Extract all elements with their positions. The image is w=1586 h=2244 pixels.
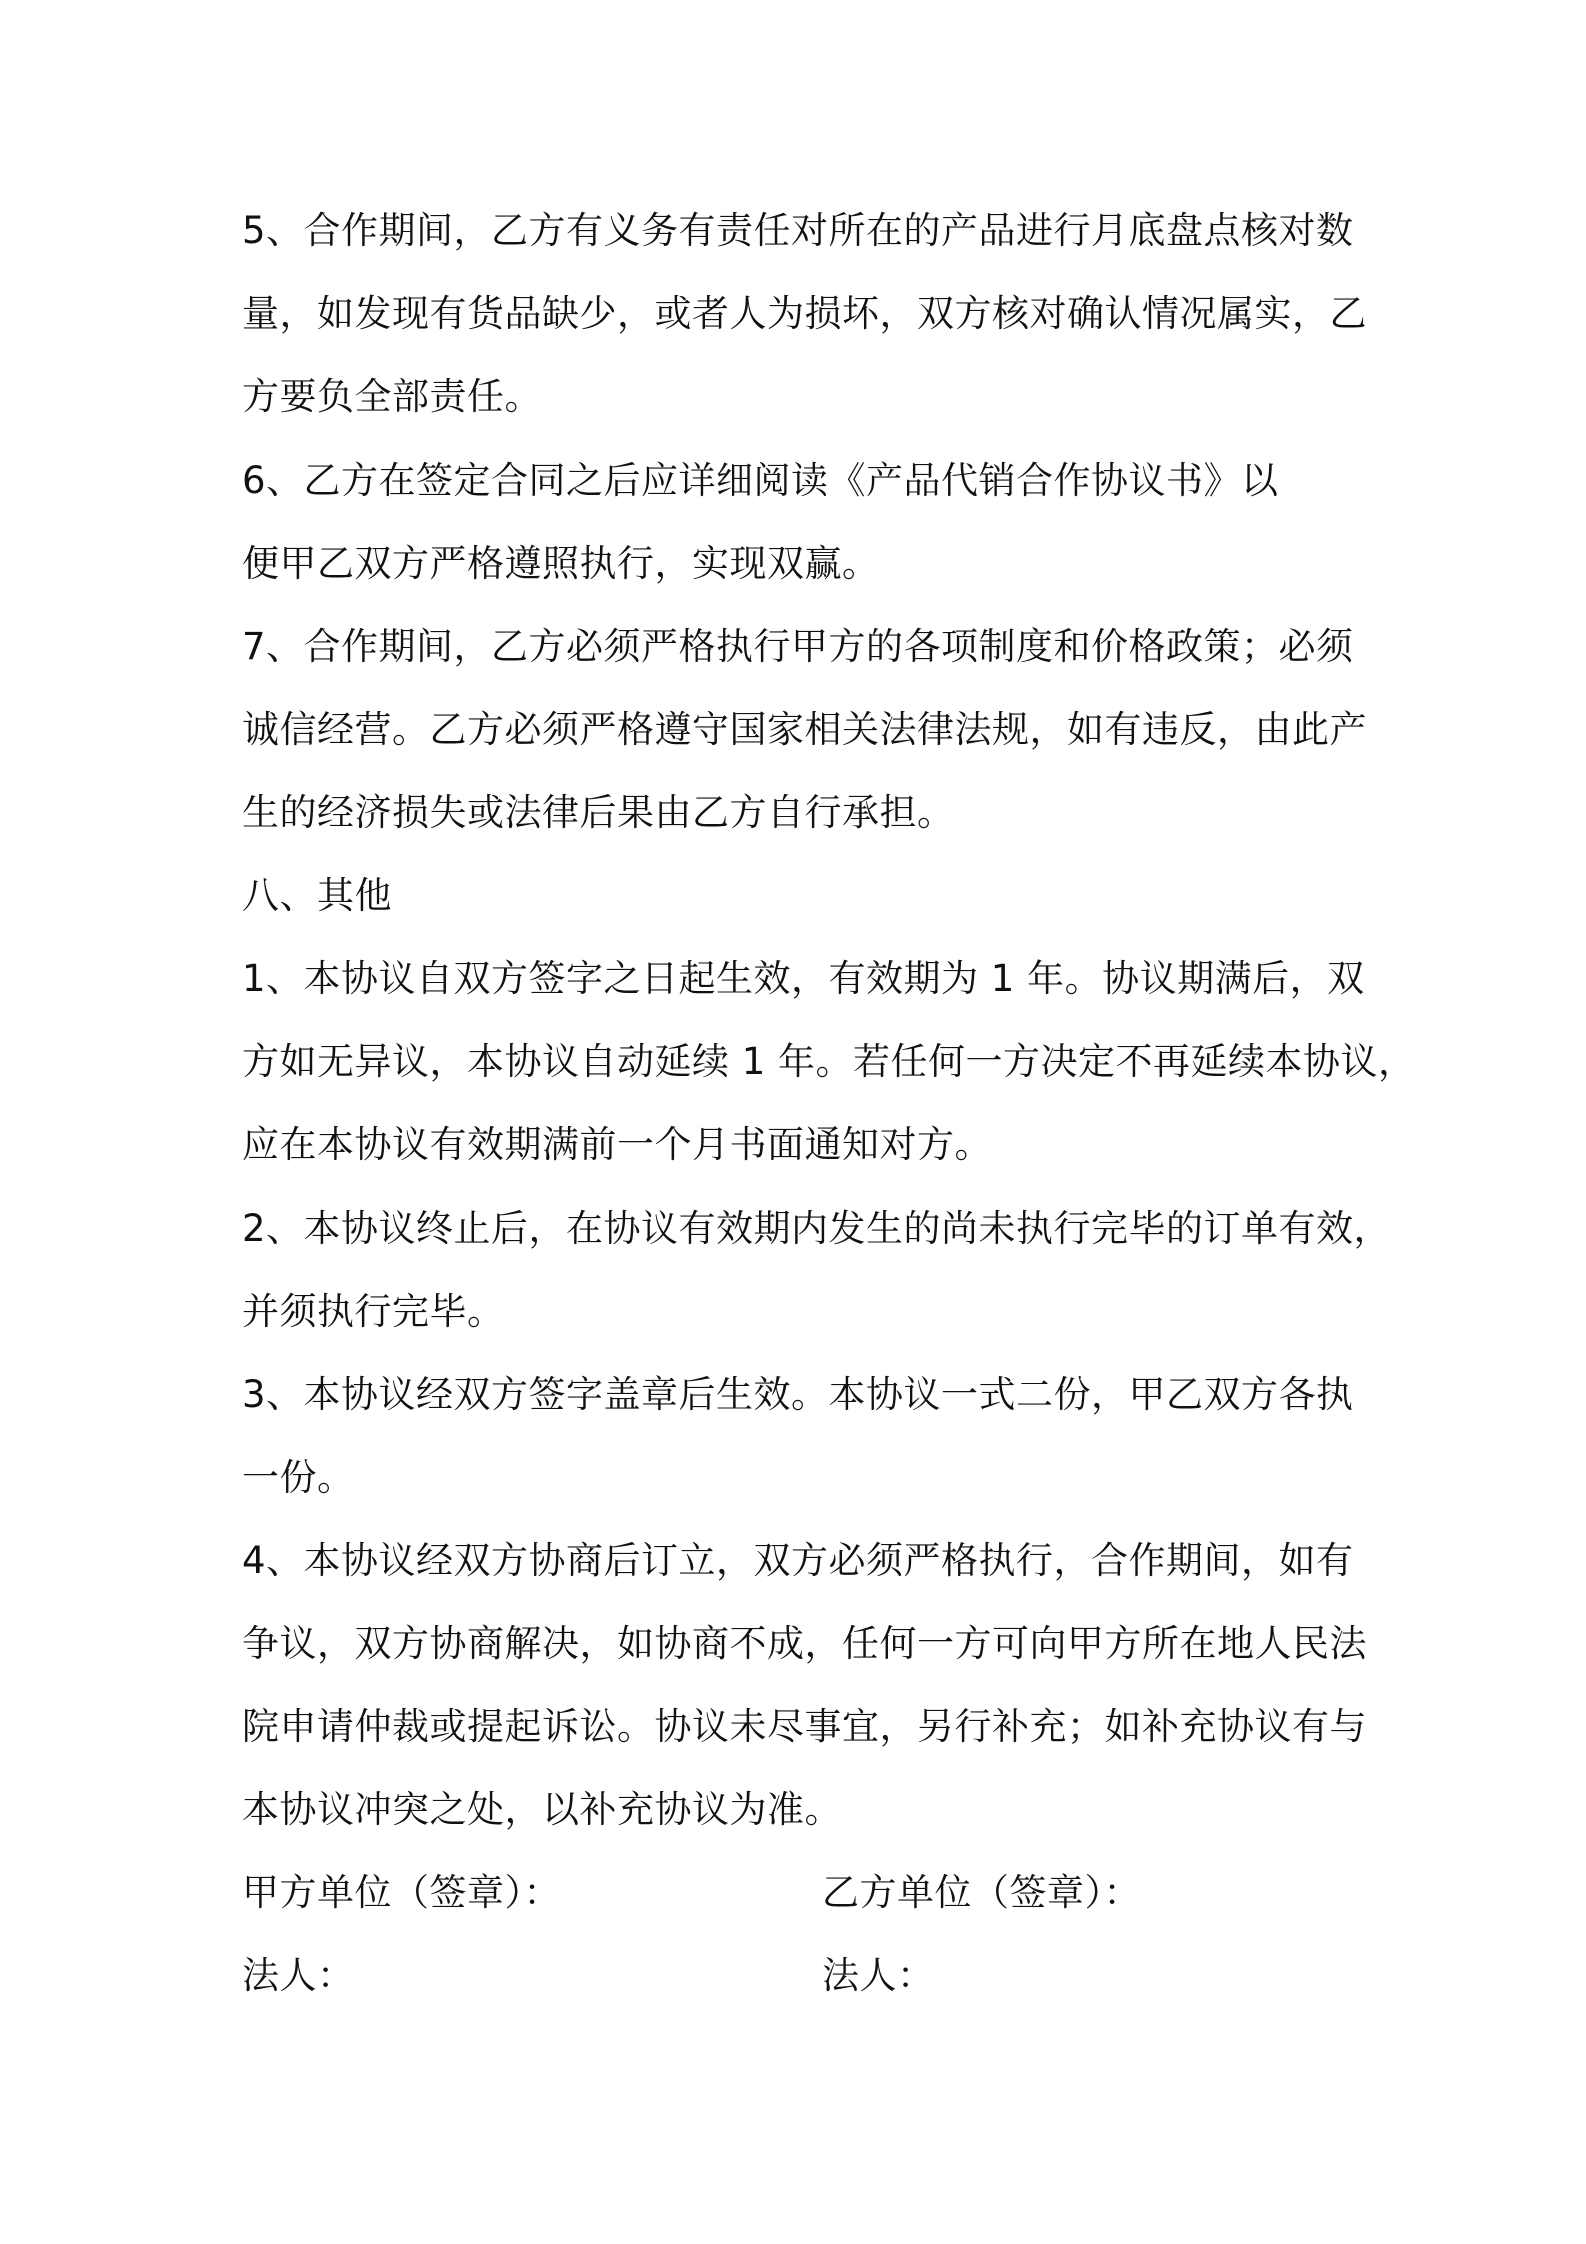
clause-6-line-2: 便甲乙双方严格遵照执行，实现双赢。 [242, 542, 880, 585]
other-clause-3-line-2: 一份。 [242, 1456, 355, 1499]
clause-5-line-1: 5、合作期间，乙方有义务有责任对所在的产品进行月底盘点核对数 [242, 209, 1354, 252]
other-clause-4-line-2: 争议，双方协商解决，如协商不成，任何一方可向甲方所在地人民法 [242, 1622, 1367, 1665]
party-b-unit-label: 乙方单位（签章）： [822, 1871, 1141, 1914]
party-a-legal-label: 法人： [242, 1954, 355, 1997]
section-8-heading: 八、其他 [242, 874, 392, 917]
other-clause-3-line-1: 3、本协议经双方签字盖章后生效。本协议一式二份，甲乙双方各执 [242, 1373, 1354, 1416]
other-clause-4-line-4: 本协议冲突之处，以补充协议为准。 [242, 1788, 842, 1831]
clause-5-line-3: 方要负全部责任。 [242, 375, 542, 418]
party-a-unit-label: 甲方单位（签章）： [242, 1871, 561, 1914]
other-clause-4-line-1: 4、本协议经双方协商后订立，双方必须严格执行，合作期间，如有 [242, 1539, 1354, 1582]
clause-7-line-1: 7、合作期间，乙方必须严格执行甲方的各项制度和价格政策；必须 [242, 625, 1354, 668]
other-clause-4-line-3: 院申请仲裁或提起诉讼。协议未尽事宜，另行补充；如补充协议有与 [242, 1705, 1367, 1748]
other-clause-2-line-1: 2、本协议终止后，在协议有效期内发生的尚未执行完毕的订单有效， [242, 1207, 1392, 1250]
clause-7-line-3: 生的经济损失或法律后果由乙方自行承担。 [242, 791, 955, 834]
clause-6-line-1: 6、乙方在签定合同之后应详细阅读《产品代销合作协议书》以 [242, 459, 1279, 502]
clause-5-line-2: 量，如发现有货品缺少，或者人为损坏，双方核对确认情况属实，乙 [242, 292, 1367, 335]
other-clause-1-line-2: 方如无异议，本协议自动延续 1 年。若任何一方决定不再延续本协议， [242, 1040, 1416, 1083]
clause-7-line-2: 诚信经营。乙方必须严格遵守国家相关法律法规，如有违反，由此产 [242, 708, 1367, 751]
other-clause-2-line-2: 并须执行完毕。 [242, 1290, 505, 1333]
other-clause-1-line-1: 1、本协议自双方签字之日起生效，有效期为 1 年。协议期满后，双 [242, 957, 1365, 1000]
other-clause-1-line-3: 应在本协议有效期满前一个月书面通知对方。 [242, 1123, 992, 1166]
party-b-legal-label: 法人： [822, 1954, 935, 1997]
